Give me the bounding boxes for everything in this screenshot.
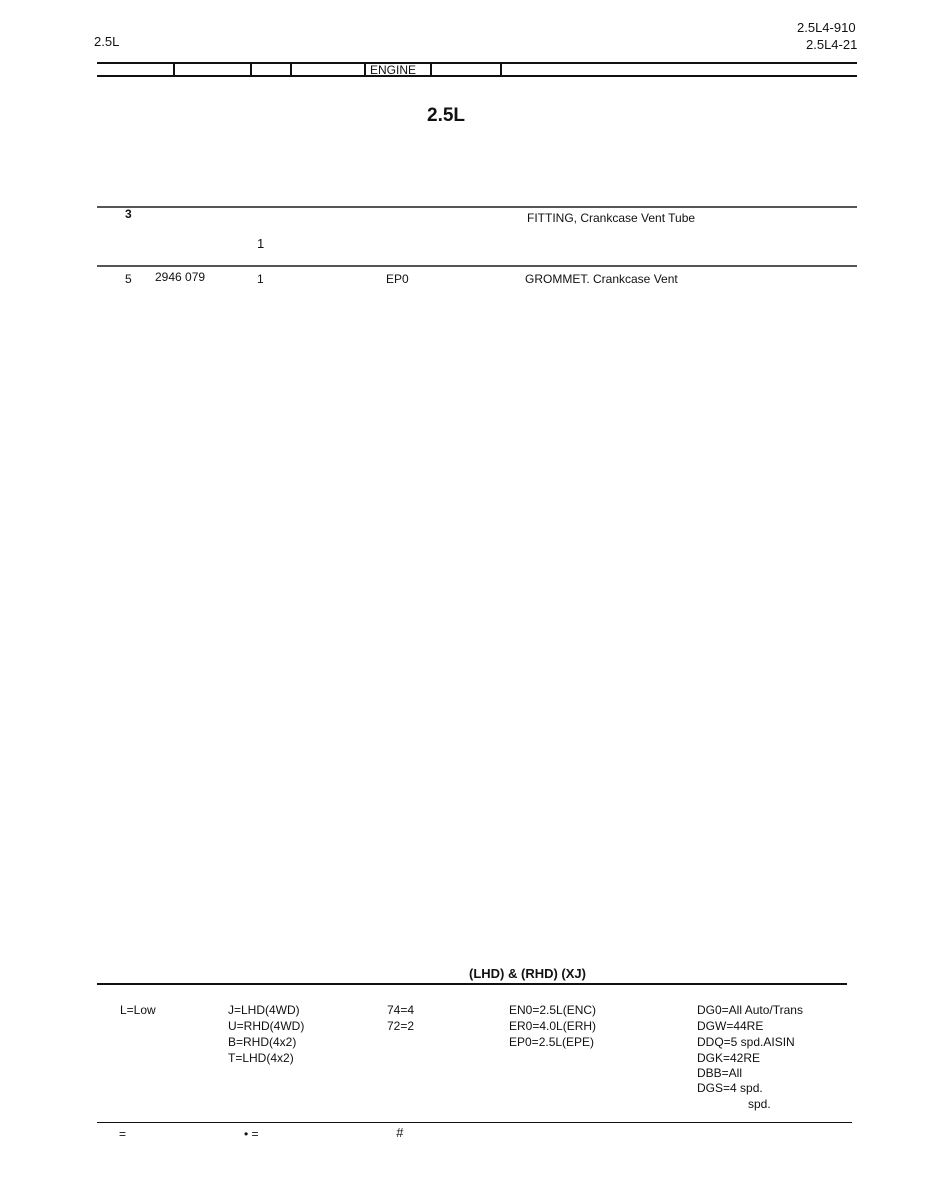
part-quantity: 1 (257, 236, 265, 251)
legend-entry: EN0=2.5L(ENC) (509, 1003, 597, 1017)
part-number: 2946 079 (155, 270, 206, 284)
header-rule-top (97, 62, 857, 64)
row-separator (97, 265, 857, 267)
footnote-symbol: # (396, 1125, 404, 1140)
legend-entry: spd. (748, 1097, 771, 1111)
row-separator (97, 206, 857, 208)
part-item-number: 5 (125, 272, 132, 286)
legend-title: (LHD) & (RHD) (XJ) (469, 966, 586, 981)
legend-entry: L=Low (120, 1003, 156, 1017)
part-description: FITTING, Crankcase Vent Tube (527, 211, 696, 225)
page-code-bottom: 2.5L4-21 (806, 37, 858, 52)
page-code-top: 2.5L4-910 (797, 20, 856, 35)
left-section-code: 2.5L (94, 34, 120, 49)
part-item-number: 3 (125, 207, 132, 221)
legend-entry: U=RHD(4WD) (228, 1019, 305, 1033)
column-divider (250, 64, 252, 76)
legend-entry: J=LHD(4WD) (228, 1003, 300, 1017)
section-label: ENGINE (370, 63, 417, 77)
legend-entry: EP0=2.5L(EPE) (509, 1035, 595, 1049)
header-rule-bottom (97, 75, 857, 77)
legend-rule-top (97, 983, 847, 985)
column-divider (173, 64, 175, 76)
legend-entry: 74=4 (387, 1003, 415, 1017)
legend-entry: 72=2 (387, 1019, 415, 1033)
part-quantity: 1 (257, 272, 264, 286)
column-divider (430, 64, 432, 76)
legend-rule-bottom (97, 1122, 852, 1123)
part-description: GROMMET. Crankcase Vent (525, 272, 678, 286)
legend-entry: DGW=44RE (697, 1019, 764, 1033)
column-divider (364, 64, 366, 76)
legend-entry: ER0=4.0L(ERH) (509, 1019, 597, 1033)
legend-entry: T=LHD(4x2) (228, 1051, 294, 1065)
part-code: EP0 (386, 272, 409, 286)
legend-entry: DGS=4 spd. (697, 1081, 763, 1095)
legend-entry: DG0=All Auto/Trans (697, 1003, 803, 1017)
column-divider (500, 64, 502, 76)
footnote-symbol: = (119, 1127, 127, 1141)
column-divider (290, 64, 292, 76)
footnote-symbol: • = (244, 1127, 259, 1141)
page-title: 2.5L (427, 105, 466, 126)
legend-entry: DDQ=5 spd.AISIN (697, 1035, 795, 1049)
legend-entry: DGK=42RE (697, 1051, 761, 1065)
legend-entry: B=RHD(4x2) (228, 1035, 297, 1049)
legend-entry: DBB=All (697, 1066, 743, 1080)
